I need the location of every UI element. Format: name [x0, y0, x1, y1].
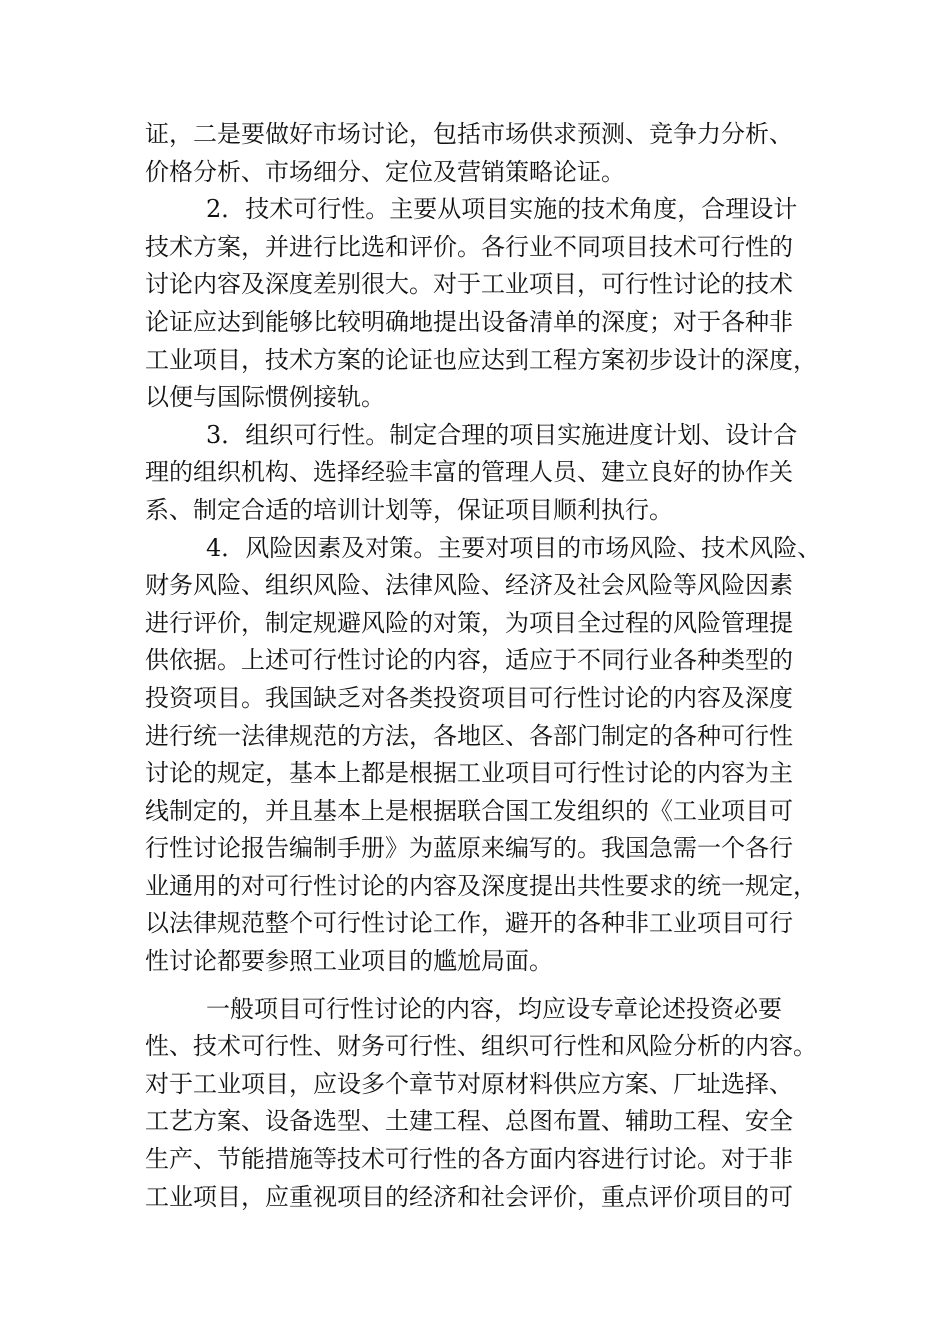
- text-line: 2．技术可行性。主要从项目实施的技术角度，合理设计: [145, 195, 798, 224]
- text-line: 系、制定合适的培训计划等，保证项目顺利执行。: [145, 495, 673, 524]
- text-line: 4．风险因素及对策。主要对项目的市场风险、技术风险、: [145, 533, 822, 562]
- text-line: 3．组织可行性。制定合理的项目实施进度计划、设计合: [145, 420, 798, 449]
- text-line: 一般项目可行性讨论的内容，均应设专章论述投资必要: [145, 994, 783, 1023]
- text-line: 技术方案，并进行比选和评价。各行业不同项目技术可行性的: [145, 232, 793, 261]
- text-line: 工艺方案、设备选型、土建工程、总图布置、辅助工程、安全: [145, 1107, 793, 1136]
- text-line: 财务风险、组织风险、法律风险、经济及社会风险等风险因素: [145, 571, 793, 600]
- text-line: 工业项目，应重视项目的经济和社会评价，重点评价项目的可: [145, 1182, 793, 1211]
- text-line: 证，二是要做好市场讨论，包括市场供求预测、竞争力分析、: [145, 120, 793, 148]
- text-line: 工业项目，技术方案的论证也应达到工程方案初步设计的深度，: [145, 345, 817, 374]
- text-line: 业通用的对可行性讨论的内容及深度提出共性要求的统一规定，: [145, 871, 817, 900]
- text-line: 行性讨论报告编制手册》为蓝原来编写的。我国急需一个各行: [145, 834, 793, 863]
- text-line: 性、技术可行性、财务可行性、组织可行性和风险分析的内容。: [145, 1032, 817, 1061]
- text-line: 进行统一法律规范的方法，各地区、各部门制定的各种可行性: [145, 721, 793, 750]
- text-line: 性讨论都要参照工业项目的尴尬局面。: [145, 947, 553, 976]
- text-line: 对于工业项目，应设多个章节对原材料供应方案、厂址选择、: [145, 1069, 793, 1098]
- text-line: 以便与国际惯例接轨。: [145, 383, 385, 412]
- text-line: 以法律规范整个可行性讨论工作，避开的各种非工业项目可行: [145, 909, 793, 938]
- text-line: 价格分析、市场细分、定位及营销策略论证。: [145, 157, 625, 186]
- text-line: 生产、节能措施等技术可行性的各方面内容进行讨论。对于非: [145, 1145, 793, 1174]
- body-text: [145, 116, 825, 1216]
- text-line: 线制定的，并且基本上是根据联合国工发组织的《工业项目可: [145, 796, 793, 825]
- text-line: 投资项目。我国缺乏对各类投资项目可行性讨论的内容及深度: [145, 683, 793, 712]
- text-line: 理的组织机构、选择经验丰富的管理人员、建立良好的协作关: [145, 458, 793, 487]
- text-line: 进行评价，制定规避风险的对策，为项目全过程的风险管理提: [145, 608, 793, 637]
- text-line: 讨论内容及深度差别很大。对于工业项目，可行性讨论的技术: [145, 270, 793, 299]
- text-line: 讨论的规定，基本上都是根据工业项目可行性讨论的内容为主: [145, 759, 793, 788]
- text-line: 论证应达到能够比较明确地提出设备清单的深度；对于各种非: [145, 307, 793, 336]
- text-line: 供依据。上述可行性讨论的内容，适应于不同行业各种类型的: [145, 646, 793, 675]
- paragraph-gap: [145, 981, 825, 991]
